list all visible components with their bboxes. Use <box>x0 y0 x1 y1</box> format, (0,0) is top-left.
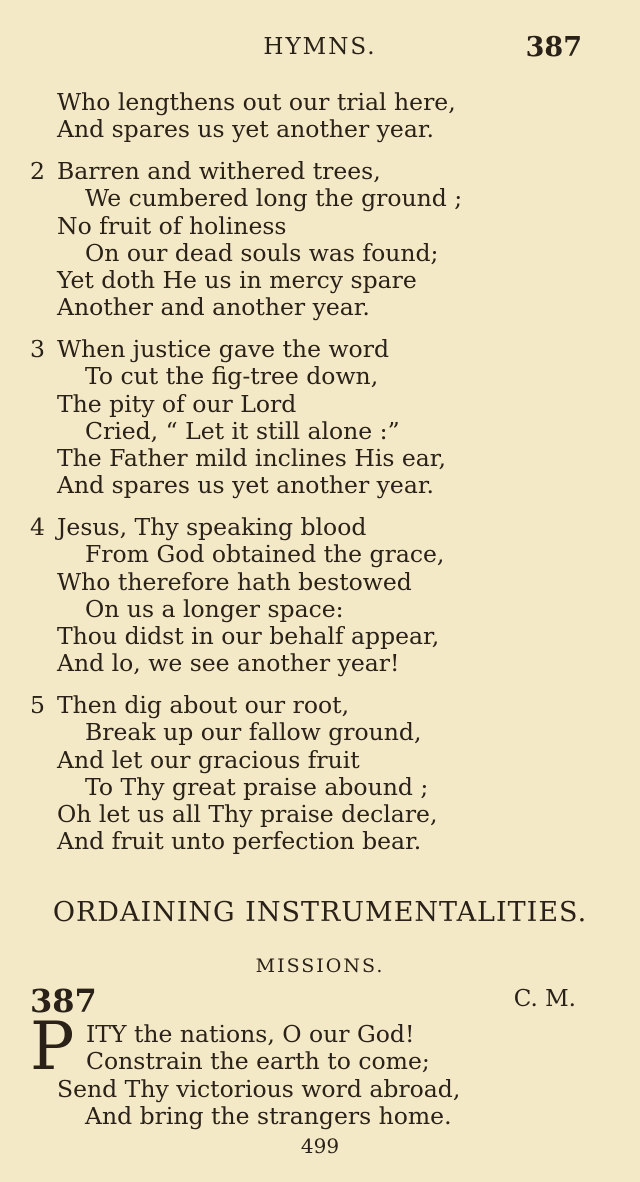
verse-line-text: From God obtained the grace, <box>85 540 445 569</box>
section-title: ORDAINING INSTRUMENTALITIES. <box>52 897 588 928</box>
verse-line <box>0 336 640 363</box>
verse-line <box>0 719 640 746</box>
verse-line <box>0 1076 640 1103</box>
stanza <box>0 514 640 678</box>
verse-line <box>0 650 640 677</box>
verse-line <box>0 774 640 801</box>
verse-line <box>0 418 640 445</box>
verse-line <box>0 158 640 185</box>
verse-line-text: Oh let us all Thy praise declare, <box>57 800 438 829</box>
verse-line-text: On us a longer space: <box>85 594 344 623</box>
verse-line-text: Constrain the earth to come; <box>86 1047 430 1076</box>
hymn-stanza <box>0 1021 640 1130</box>
verse-line <box>0 240 640 267</box>
verse-line <box>0 1103 640 1130</box>
verse-line <box>0 828 640 855</box>
verse-line-text: And spares us yet another year. <box>57 471 434 500</box>
verse-line-text: Jesus, Thy speaking blood <box>57 513 367 541</box>
stanza-number: 2 <box>30 157 45 185</box>
verse-line-text: To Thy great praise abound ; <box>85 772 429 801</box>
verse-line <box>0 294 640 321</box>
verse-line-text: And fruit unto perfection bear. <box>57 827 422 856</box>
verse-line-text: And lo, we see another year! <box>57 649 400 678</box>
verse-line <box>0 116 640 143</box>
verse-line-text: No fruit of holiness <box>57 211 287 240</box>
verse-line-text: Send Thy victorious word abroad, <box>57 1074 461 1103</box>
verse-line-text: Another and another year. <box>57 293 370 322</box>
verse-line <box>0 623 640 650</box>
verse-line-text: When justice gave the word <box>57 335 389 363</box>
running-title: HYMNS. <box>263 34 377 60</box>
verse-line <box>0 692 640 719</box>
drop-cap: P <box>30 1008 75 1085</box>
verse-line-text: Yet doth He us in mercy spare <box>57 266 417 295</box>
verse-line <box>0 569 640 596</box>
verse-line <box>0 541 640 568</box>
verse-line-text: Barren and withered trees, <box>57 157 381 185</box>
stanza <box>0 692 640 856</box>
running-hymn-number: 387 <box>525 32 582 63</box>
stanza-number: 3 <box>30 335 45 363</box>
verse-line <box>0 267 640 294</box>
page-number: 499 <box>300 1134 340 1158</box>
verse-line <box>0 213 640 240</box>
running-head <box>0 32 640 64</box>
hymn-number: 387 <box>30 982 97 1020</box>
hymn-meter: C. M. <box>513 986 576 1012</box>
verse-line-text: ITY the nations, O our God! <box>86 1020 415 1048</box>
verse-line-text: Break up our fallow ground, <box>85 718 422 747</box>
verse-line-text: The pity of our Lord <box>57 389 297 418</box>
verse-line-text: To cut the fig-tree down, <box>85 362 379 391</box>
verse-line-text: And spares us yet another year. <box>57 115 434 144</box>
verse-line-text: Who therefore hath bestowed <box>57 567 412 596</box>
stanza <box>0 89 640 144</box>
verse-line <box>0 801 640 828</box>
stanza <box>0 336 640 500</box>
stanza-number: 4 <box>30 513 45 541</box>
verse-line-text: On our dead souls was found; <box>85 238 439 267</box>
verse-line <box>0 514 640 541</box>
verse-line-text: And let our gracious fruit <box>57 745 360 774</box>
verse-line-text: Then dig about our root, <box>57 691 350 719</box>
verse-line <box>0 472 640 499</box>
stanza <box>0 158 640 322</box>
verse-line <box>0 1048 640 1075</box>
verse-line <box>0 185 640 212</box>
verse-line <box>0 596 640 623</box>
verse-line-text: We cumbered long the ground ; <box>85 184 463 213</box>
verse-line-text: And bring the strangers home. <box>85 1101 452 1130</box>
verse-line-text: The Father mild inclines His ear, <box>57 444 446 473</box>
verse-line <box>0 89 640 116</box>
verse-line-text: Thou didst in our behalf appear, <box>57 622 440 651</box>
verse-line-text: Cried, “ Let it still alone :” <box>85 416 400 445</box>
verse-line-text: Who lengthens out our trial here, <box>57 88 456 116</box>
subsection-title: MISSIONS. <box>255 955 385 977</box>
stanza-number: 5 <box>30 691 45 719</box>
verse-line <box>0 1021 640 1048</box>
verse-line <box>0 445 640 472</box>
verse-line <box>0 747 640 774</box>
verse-line <box>0 363 640 390</box>
verse-line <box>0 391 640 418</box>
